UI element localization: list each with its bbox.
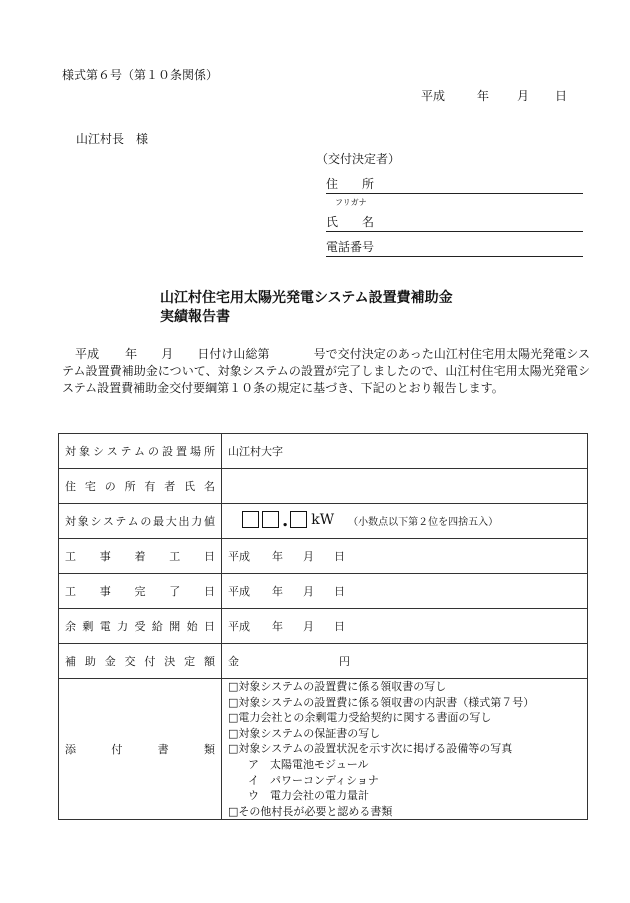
report-table <box>58 433 588 820</box>
document-date <box>421 87 567 104</box>
amount-suffix: 円 <box>339 655 350 668</box>
table-row <box>59 644 588 679</box>
report-body <box>62 346 590 397</box>
address-label: 住 所 <box>326 177 375 191</box>
issuer-heading: （交付決定者） <box>316 152 401 166</box>
attachments-label: 添付書類 <box>59 679 222 820</box>
power-receipt-date-value[interactable] <box>222 609 588 644</box>
form-number: 様式第６号（第１０条関係） <box>62 68 219 82</box>
phone-label: 電話番号 <box>326 240 375 254</box>
row-label: 工事着工日 <box>59 539 222 574</box>
month: 月 <box>303 550 314 563</box>
location-value[interactable]: 山江村大字 <box>222 434 588 469</box>
table-row <box>59 434 588 469</box>
attachment-sub-item: ウ 電力会社の電力量計 <box>248 789 369 803</box>
attachment-item[interactable]: □電力会社との余剰電力受給契約に関する書面の写し <box>228 711 492 725</box>
body-era: 平成 <box>75 347 100 361</box>
subsidy-amount-value[interactable] <box>222 644 588 679</box>
row-label: 対象システムの設置場所 <box>59 434 222 469</box>
phone-field[interactable] <box>326 238 583 257</box>
max-output-value[interactable] <box>222 504 588 539</box>
day: 日 <box>334 620 345 633</box>
day: 日 <box>334 550 345 563</box>
attachment-sub-item: イ パワーコンディショナ <box>248 773 379 787</box>
attachment-item[interactable]: □対象システムの設置状況を示す次に掲げる設備等の写真 <box>228 742 513 756</box>
era: 平成 <box>228 620 250 633</box>
digit-box[interactable] <box>262 511 279 528</box>
era: 平成 <box>228 550 250 563</box>
digit-box[interactable] <box>242 511 259 528</box>
table-row <box>59 609 588 644</box>
date-month: 月 <box>517 89 530 103</box>
month: 月 <box>303 585 314 598</box>
year: 年 <box>272 620 283 633</box>
attachment-item[interactable]: □対象システムの設置費に係る領収書の写し <box>228 680 447 693</box>
attachment-item[interactable]: □対象システムの保証書の写し <box>228 726 381 740</box>
day: 日 <box>334 585 345 598</box>
year: 年 <box>272 550 283 563</box>
table-row <box>59 504 588 539</box>
output-unit: kW <box>311 512 335 528</box>
attachments-list <box>222 679 588 820</box>
date-era: 平成 <box>421 89 446 103</box>
table-row <box>59 574 588 609</box>
year: 年 <box>272 585 283 598</box>
table-row <box>59 539 588 574</box>
row-label: 余剰電力受給開始日 <box>59 609 222 644</box>
row-label: 工事完了日 <box>59 574 222 609</box>
address-field[interactable] <box>326 175 583 194</box>
row-label: 対象システムの最大出力値 <box>59 504 222 539</box>
name-label: 氏 名 <box>326 215 375 229</box>
owner-name-value[interactable] <box>222 469 588 504</box>
title-line-2: 実績報告書 <box>160 309 230 325</box>
digit-box[interactable] <box>290 511 307 528</box>
decimal-point: . <box>282 510 289 531</box>
completion-date-value[interactable] <box>222 574 588 609</box>
output-digit-boxes <box>242 510 499 531</box>
month: 月 <box>303 620 314 633</box>
attachment-item[interactable]: □その他村長が必要と認める書類 <box>228 804 393 818</box>
body-year: 年 <box>125 347 138 361</box>
addressee: 山江村長 様 <box>76 132 149 146</box>
date-day: 日 <box>555 89 568 103</box>
date-year: 年 <box>477 89 490 103</box>
attachment-item[interactable]: □対象システムの設置費に係る領収書の内訳書（様式第７号） <box>228 695 535 709</box>
era: 平成 <box>228 585 250 598</box>
row-label: 補助金交付決定額 <box>59 644 222 679</box>
table-row <box>59 469 588 504</box>
name-field[interactable] <box>326 213 583 232</box>
start-date-value[interactable] <box>222 539 588 574</box>
amount-prefix: 金 <box>228 655 239 668</box>
title-line-1: 山江村住宅用太陽光発電システム設置費補助金 <box>160 290 453 306</box>
body-decision-ref: 日付け山総第 <box>197 347 270 361</box>
table-row <box>59 679 588 820</box>
row-label: 住宅の所有者氏名 <box>59 469 222 504</box>
body-month: 月 <box>161 347 174 361</box>
body-main-text: 号で交付決定のあった山江村住宅用太陽光発電システム設置費補助金について、対象システムの設置が完了しましたので、山江村住宅用太陽光発電システム設置費補助金交付要綱第１０条の規定に基づき、下記のとおり報告します。 <box>62 347 590 395</box>
output-note: （小数点以下第２位を四捨五入） <box>348 517 499 528</box>
furigana-label: フリガナ <box>335 198 367 207</box>
attachment-sub-item: ア 太陽電池モジュール <box>248 757 369 771</box>
